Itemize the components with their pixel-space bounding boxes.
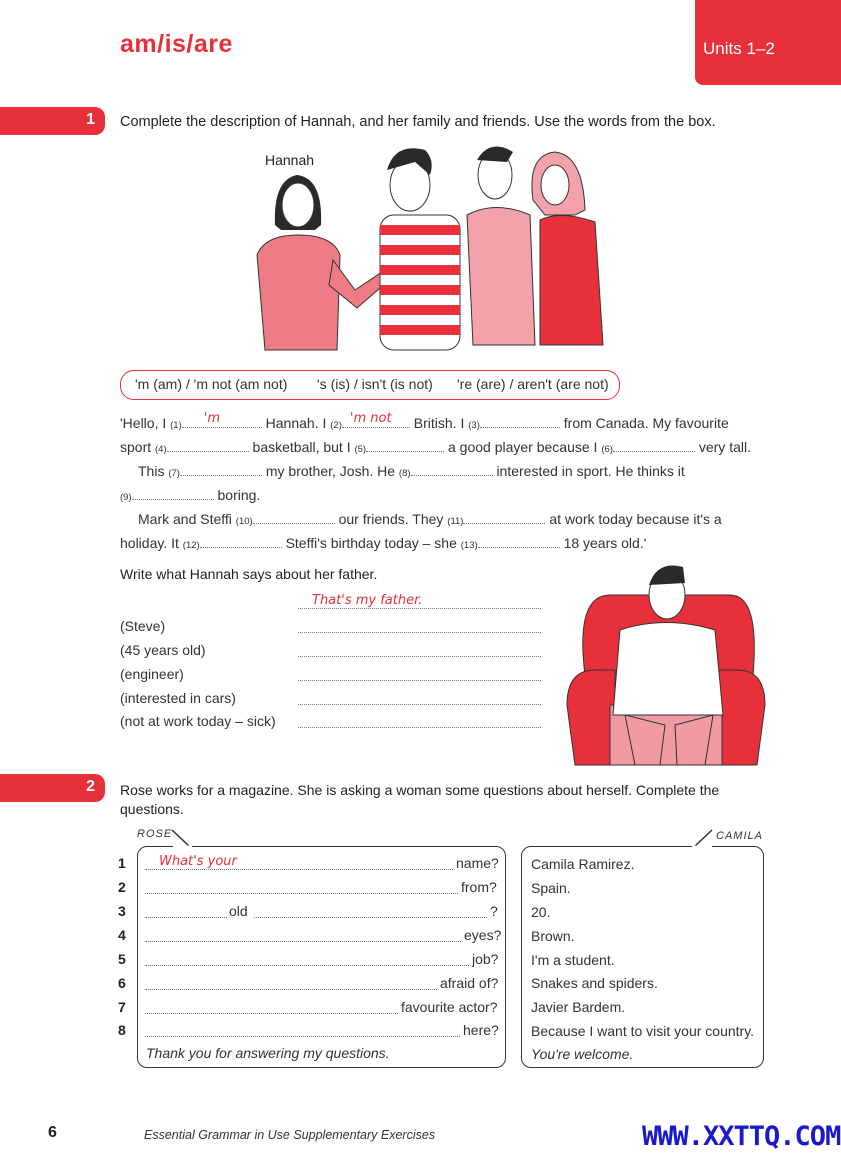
answer-blank[interactable] (253, 510, 335, 524)
question-answer-line[interactable] (145, 975, 437, 990)
illustration-label: Hannah (265, 152, 315, 168)
camila-answer: 20. (531, 904, 551, 920)
question-answer-line[interactable] (145, 879, 458, 894)
text: from Canada. My favourite (563, 415, 729, 431)
answer-blank[interactable] (463, 510, 545, 524)
text: basketball, but I (252, 439, 351, 455)
question-number: 2 (118, 879, 126, 895)
bubble-tail (170, 828, 195, 848)
answer-blank[interactable] (478, 534, 560, 548)
gap-number: (10) (235, 516, 253, 527)
gap-number: (2) (330, 420, 342, 431)
father-prompt: (45 years old) (120, 642, 206, 658)
camila-answer: Brown. (531, 928, 575, 944)
text: Mark and Steffi (138, 511, 232, 527)
father-answer-line[interactable] (298, 642, 541, 657)
question-ending: job? (472, 951, 499, 967)
text: sport (120, 439, 152, 455)
question-number: 7 (118, 999, 126, 1015)
gap-number: (1) (170, 420, 182, 431)
page-title: am/is/are (120, 30, 233, 58)
answer-blank[interactable] (182, 411, 262, 428)
question-number: 8 (118, 1022, 126, 1038)
book-title: Essential Grammar in Use Supplementary Exercises (144, 1128, 436, 1142)
gap-number: (9) (120, 492, 132, 503)
answer-blank[interactable] (200, 534, 282, 548)
mark-figure (467, 147, 535, 345)
father-answer-line[interactable] (298, 594, 541, 609)
answer-blank[interactable] (167, 438, 249, 452)
question-ending: favourite actor? (401, 999, 498, 1015)
text: holiday. It (120, 535, 179, 551)
box-word: 's (is) / isn't (is not) (317, 376, 433, 392)
paragraph-line-3 (138, 462, 685, 479)
paragraph-line-6 (120, 534, 646, 551)
text: a good player because I (448, 439, 598, 455)
answer-blank[interactable] (366, 438, 444, 452)
text: British. I (413, 415, 465, 431)
text: very tall. (698, 439, 751, 455)
gap-number: (12) (182, 540, 200, 551)
handwritten-answer: What's your (159, 854, 237, 869)
question-ending: here? (463, 1022, 499, 1038)
question-ending: from? (461, 879, 497, 895)
text: 18 years old.' (563, 535, 647, 551)
father-answer-line[interactable] (298, 618, 541, 633)
question-middle: old (229, 903, 248, 919)
question-answer-line[interactable] (145, 903, 227, 918)
answer-blank[interactable] (342, 411, 410, 428)
josh-figure (380, 148, 460, 350)
word-box (120, 370, 620, 400)
question-answer-line[interactable] (145, 999, 398, 1014)
camila-answer: I'm a student. (531, 952, 615, 968)
watermark: WWW.XXTTQ.COM (642, 1121, 841, 1152)
question-number: 1 (118, 855, 126, 871)
units-label: Units 1–2 (703, 39, 775, 58)
gap-number: (8) (398, 468, 411, 479)
question-number: 5 (118, 951, 126, 967)
handwritten-answer: 'm not (349, 411, 392, 426)
gap-number: (4) (155, 444, 167, 455)
text: This (138, 463, 165, 479)
rose-closing: Thank you for answering my questions. (146, 1045, 390, 1061)
exercise-number-tab (0, 107, 105, 135)
gap-number: (3) (468, 420, 480, 431)
gap-number: (5) (354, 444, 367, 455)
answer-blank[interactable] (180, 462, 262, 476)
question-ending: eyes? (464, 927, 502, 943)
gap-number: (11) (447, 516, 464, 527)
exercise-number: 1 (86, 111, 95, 128)
father-answer-line[interactable] (298, 690, 541, 705)
camila-answer: Javier Bardem. (531, 999, 626, 1015)
hannah-figure (257, 175, 395, 350)
answer-blank[interactable] (480, 414, 560, 428)
exercise-instruction: questions. (120, 801, 184, 817)
father-answer-line[interactable] (298, 666, 541, 681)
camila-answer: Camila Ramirez. (531, 856, 635, 872)
rose-label: ROSE (137, 828, 173, 840)
father-prompt: (not at work today – sick) (120, 713, 276, 729)
handwritten-answer: That's my father. (312, 593, 423, 608)
camila-label: CAMILA (716, 830, 763, 842)
text: my brother, Josh. He (265, 463, 396, 479)
question-answer-line[interactable] (145, 927, 461, 942)
text: interested in sport. He thinks it (496, 463, 685, 479)
text: Steffi's birthday today – she (285, 535, 457, 551)
question-number: 3 (118, 903, 126, 919)
father-prompt: (interested in cars) (120, 690, 236, 706)
text: Hannah. I (265, 415, 327, 431)
gap-number: (13) (460, 540, 478, 551)
father-illustration (565, 555, 770, 770)
text: our friends. They (338, 511, 444, 527)
units-tab (695, 0, 841, 85)
question-ending: name? (456, 855, 499, 871)
camila-answer: Snakes and spiders. (531, 975, 658, 991)
camila-answer: Because I want to visit your country. (531, 1023, 755, 1039)
father-prompt: (engineer) (120, 666, 184, 682)
answer-blank[interactable] (411, 462, 493, 476)
text: boring. (217, 487, 261, 503)
page-number: 6 (48, 1124, 57, 1141)
box-word: 'm (am) / 'm not (am not) (135, 376, 288, 392)
gap-number: (7) (168, 468, 180, 479)
exercise-instruction: Complete the description of Hannah, and her family and friends. Use the words from the box. (120, 114, 716, 130)
paragraph-line-2 (120, 438, 751, 455)
question-number: 4 (118, 927, 126, 943)
paragraph-line-5 (138, 510, 722, 527)
box-word: 're (are) / aren't (are not) (457, 376, 609, 392)
steffi-figure (532, 152, 603, 345)
answer-blank[interactable] (613, 438, 695, 452)
question-answer-line[interactable] (254, 903, 487, 918)
exercise-number-tab (0, 774, 105, 802)
camila-closing: You're welcome. (531, 1046, 634, 1062)
father-prompt: (Steve) (120, 618, 166, 634)
family-illustration (245, 140, 615, 355)
question-ending: afraid of? (440, 975, 499, 991)
question-ending: ? (490, 903, 498, 919)
camila-answer: Spain. (531, 880, 571, 896)
exercise-number: 2 (86, 778, 95, 795)
paragraph-line-4 (120, 486, 260, 503)
exercise-instruction: Rose works for a magazine. She is asking a woman some questions about herself. Complete the (120, 782, 720, 798)
question-answer-line[interactable] (145, 951, 469, 966)
answer-blank[interactable] (132, 486, 214, 500)
question-answer-line[interactable] (145, 1022, 460, 1037)
paragraph-line-1 (120, 411, 729, 431)
gap-number: (6) (601, 444, 613, 455)
father-answer-line[interactable] (298, 713, 541, 728)
handwritten-answer: 'm (203, 411, 221, 426)
bubble-tail (690, 828, 715, 848)
question-number: 6 (118, 975, 126, 991)
question-answer-line[interactable] (145, 855, 453, 870)
text: 'Hello, I (120, 415, 167, 431)
father-instruction: Write what Hannah says about her father. (120, 566, 378, 582)
text: at work today because it's a (549, 511, 722, 527)
